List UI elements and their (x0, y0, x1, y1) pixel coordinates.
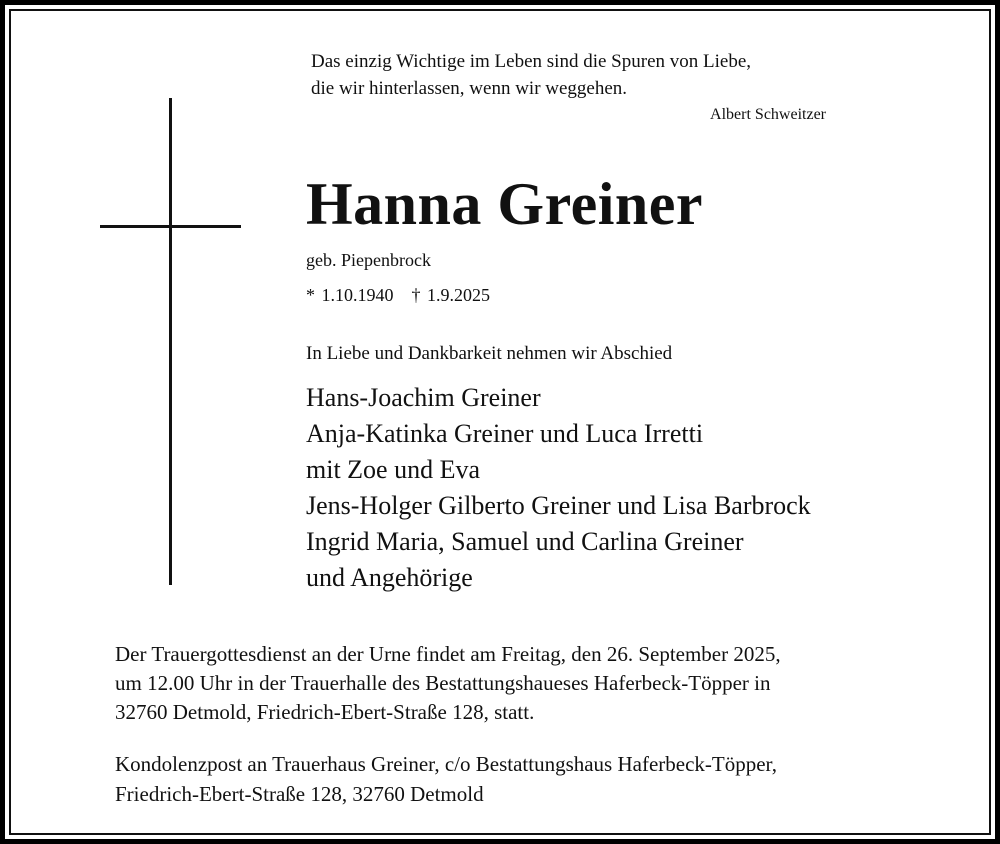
mourner: Hans-Joachim Greiner (306, 383, 541, 412)
birth-date: * 1.10.1940 (306, 285, 394, 305)
condolence-address (115, 749, 777, 809)
death-date: † 1.9.2025 (411, 285, 490, 305)
service-line: 32760 Detmold, Friedrich-Ebert-Straße 128, statt. (115, 700, 535, 724)
deceased-name: Hanna Greiner (306, 171, 704, 237)
quote (311, 48, 751, 102)
quote-author: Albert Schweitzer (710, 106, 826, 123)
life-dates (306, 285, 490, 306)
cross-horizontal-bar (100, 225, 241, 228)
quote-line: die wir hinterlassen, wenn wir weggehen. (311, 78, 628, 99)
service-line: um 12.00 Uhr in der Trauerhalle des Bestattungshaueses Haferbeck-Töpper in (115, 671, 771, 695)
mourner: Jens-Holger Gilberto Greiner und Lisa Barbrock (306, 491, 811, 520)
cross-vertical-bar (169, 98, 172, 585)
mourners-list (306, 380, 811, 596)
maiden-name: geb. Piepenbrock (306, 250, 431, 270)
farewell-text: In Liebe und Dankbarkeit nehmen wir Abschied (306, 343, 673, 364)
condolence-line: Kondolenzpost an Trauerhaus Greiner, c/o Bestattungshaus Haferbeck-Töpper, (115, 752, 777, 776)
mourner: Ingrid Maria, Samuel und Carlina Greiner (306, 527, 744, 556)
mourner: und Angehörige (306, 563, 473, 592)
quote-line: Das einzig Wichtige im Leben sind die Spuren von Liebe, (311, 51, 751, 72)
service-info (115, 640, 781, 727)
service-line: Der Trauergottesdienst an der Urne findet am Freitag, den 26. September 2025, (115, 642, 781, 666)
mourner: mit Zoe und Eva (306, 455, 481, 484)
condolence-line: Friedrich-Ebert-Straße 128, 32760 Detmold (115, 782, 484, 806)
mourner: Anja-Katinka Greiner und Luca Irretti (306, 419, 704, 448)
